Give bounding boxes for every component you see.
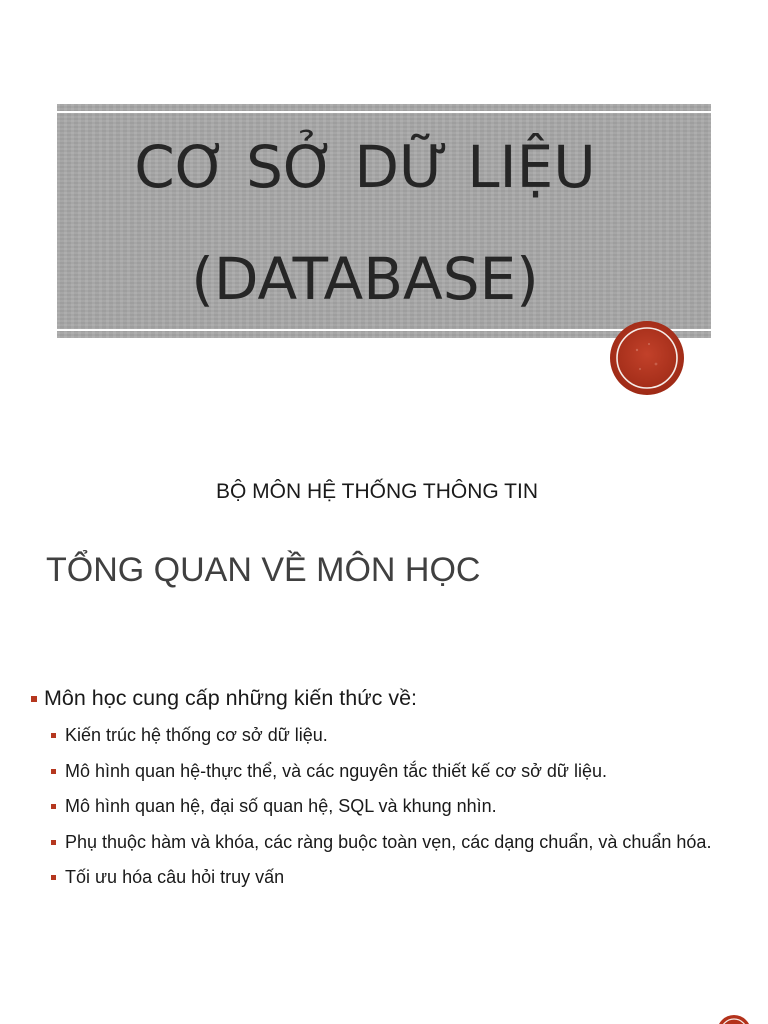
sub-bullet-item xyxy=(50,718,715,754)
bullet-main xyxy=(30,682,730,714)
sub-bullet-text: Mô hình quan hệ, đại số quan hệ, SQL và khung nhìn. xyxy=(65,796,497,816)
bullet-main-text: Môn học cung cấp những kiến thức về: xyxy=(44,686,418,710)
sub-bullet-item xyxy=(50,754,715,790)
sub-bullet-item xyxy=(50,789,715,825)
bullet-list xyxy=(30,682,730,896)
sub-bullet-item xyxy=(50,825,715,861)
banner-top-line xyxy=(57,111,711,113)
section-title: TỔNG QUAN VỀ MÔN HỌC xyxy=(46,551,481,589)
bullet-square-icon xyxy=(51,840,56,845)
sub-bullet-text: Mô hình quan hệ-thực thể, và các nguyên tắc thiết kế cơ sở dữ liệu. xyxy=(65,760,608,781)
bullet-square-icon xyxy=(51,875,56,880)
title-line-1: CƠ SỞ DỮ LIỆU xyxy=(134,133,596,201)
bullet-square-icon xyxy=(51,804,56,809)
bullet-square-icon xyxy=(51,769,56,774)
sub-bullet-text: Tối ưu hóa câu hỏi truy vấn xyxy=(65,867,285,887)
bullet-square-icon xyxy=(31,696,37,702)
department-subtitle: BỘ MÔN HỆ THỐNG THÔNG TIN xyxy=(215,480,539,503)
sub-bullet-text: Kiến trúc hệ thống cơ sở dữ liệu. xyxy=(65,725,328,745)
bullet-square-icon xyxy=(51,733,56,738)
sub-bullet-item xyxy=(50,860,715,896)
title-line-2: (DATABASE) xyxy=(191,245,539,313)
red-stamp-circle-partial-icon xyxy=(716,1014,752,1024)
sub-bullet-list xyxy=(50,718,730,896)
sub-bullet-text: Phụ thuộc hàm và khóa, các ràng buộc toàn vẹn, các dạng chuẩn, và chuẩn hóa. xyxy=(65,831,712,852)
red-stamp-circle-icon xyxy=(609,320,685,396)
